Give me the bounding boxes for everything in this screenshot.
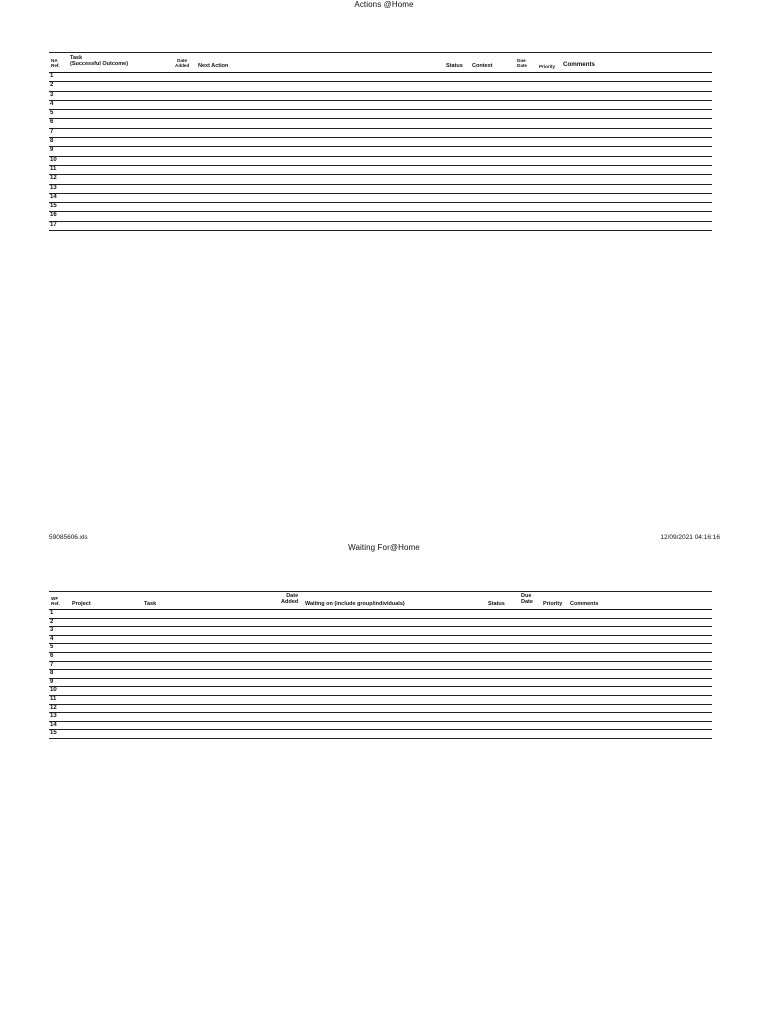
row-number: 7 bbox=[50, 661, 54, 668]
row-number: 8 bbox=[50, 670, 54, 677]
table-row bbox=[49, 92, 712, 101]
table-row bbox=[49, 175, 712, 184]
table-row bbox=[49, 610, 712, 619]
table-row bbox=[49, 730, 712, 739]
row-number: 10 bbox=[50, 156, 57, 163]
actions-table bbox=[49, 52, 712, 231]
row-number: 1 bbox=[50, 73, 54, 79]
table-row bbox=[49, 687, 712, 696]
table-row bbox=[49, 82, 712, 91]
row-number: 12 bbox=[50, 704, 57, 711]
row-number: 4 bbox=[50, 100, 54, 107]
table-row bbox=[49, 166, 712, 175]
table-row bbox=[49, 222, 712, 231]
table-row bbox=[49, 138, 712, 147]
table-row bbox=[49, 119, 712, 128]
row-number: 4 bbox=[50, 635, 54, 642]
row-number: 15 bbox=[50, 730, 57, 737]
row-number: 14 bbox=[50, 721, 57, 728]
table-row bbox=[49, 644, 712, 653]
table-row bbox=[49, 185, 712, 194]
row-number: 13 bbox=[50, 184, 57, 191]
table-body bbox=[49, 610, 712, 739]
row-number: 9 bbox=[50, 678, 54, 685]
header-project: Project bbox=[72, 601, 91, 607]
header-due-date: Due Date bbox=[517, 58, 527, 69]
row-number: 2 bbox=[50, 82, 54, 89]
header-task: Task bbox=[144, 601, 157, 607]
header-status: Status bbox=[446, 63, 463, 69]
row-number: 2 bbox=[50, 618, 54, 625]
row-number: 11 bbox=[50, 695, 57, 702]
row-number: 3 bbox=[50, 627, 54, 634]
table-row bbox=[49, 636, 712, 645]
table-row bbox=[49, 627, 712, 636]
table-row bbox=[49, 662, 712, 671]
row-number: 14 bbox=[50, 193, 57, 200]
header-priority: Priority bbox=[543, 601, 563, 607]
row-number: 5 bbox=[50, 644, 54, 651]
row-number: 7 bbox=[50, 128, 54, 135]
header-status: Status bbox=[488, 601, 505, 607]
table-row bbox=[49, 713, 712, 722]
row-number: 13 bbox=[50, 713, 57, 720]
waiting-for-table bbox=[49, 591, 712, 739]
table-row bbox=[49, 619, 712, 628]
row-number: 16 bbox=[50, 212, 57, 219]
table-row bbox=[49, 696, 712, 705]
table-row bbox=[49, 212, 712, 221]
row-number: 1 bbox=[50, 610, 54, 616]
header-next-action: Next Action bbox=[198, 63, 229, 69]
header-ref: WF Ref. bbox=[51, 596, 60, 607]
table-row bbox=[49, 101, 712, 110]
header-comments: Comments bbox=[570, 601, 599, 607]
table-row bbox=[49, 203, 712, 212]
table-row bbox=[49, 73, 712, 82]
row-number: 5 bbox=[50, 110, 54, 117]
row-number: 10 bbox=[50, 687, 57, 694]
page-title-waiting-for: Waiting For@Home bbox=[348, 543, 420, 552]
header-waiting-on: Waiting on (include group/individuals) bbox=[305, 601, 405, 607]
page-title-actions: Actions @Home bbox=[354, 0, 414, 9]
header-date-added: Date Added bbox=[281, 593, 299, 605]
table-body bbox=[49, 73, 712, 231]
header-task: Task (Successful Outcome) bbox=[70, 55, 129, 67]
header-context: Context bbox=[472, 63, 493, 69]
header-date-added: Date Added bbox=[175, 58, 190, 69]
row-number: 6 bbox=[50, 652, 54, 659]
row-number: 17 bbox=[50, 221, 57, 228]
table-row bbox=[49, 194, 712, 203]
footer-filename: 59085606.xls bbox=[49, 534, 88, 541]
row-number: 11 bbox=[50, 165, 57, 172]
row-number: 15 bbox=[50, 203, 57, 210]
table-row bbox=[49, 705, 712, 714]
row-number: 8 bbox=[50, 138, 54, 145]
table-row bbox=[49, 653, 712, 662]
row-number: 6 bbox=[50, 119, 54, 126]
row-number: 3 bbox=[50, 91, 54, 98]
header-ref: NA Ref. bbox=[51, 58, 60, 69]
table-row bbox=[49, 157, 712, 166]
table-header bbox=[49, 52, 712, 73]
table-header bbox=[49, 591, 712, 610]
table-row bbox=[49, 679, 712, 688]
row-number: 9 bbox=[50, 147, 54, 154]
table-row bbox=[49, 129, 712, 138]
header-due-date: Due Date bbox=[521, 593, 533, 605]
table-row bbox=[49, 147, 712, 156]
row-number: 12 bbox=[50, 175, 57, 182]
header-comments: Comments bbox=[563, 61, 595, 68]
table-row bbox=[49, 110, 712, 119]
header-priority: Priority bbox=[539, 64, 556, 69]
footer-datetime: 12/09/2021 04:16:16 bbox=[660, 534, 720, 541]
table-row bbox=[49, 722, 712, 731]
table-row bbox=[49, 670, 712, 679]
